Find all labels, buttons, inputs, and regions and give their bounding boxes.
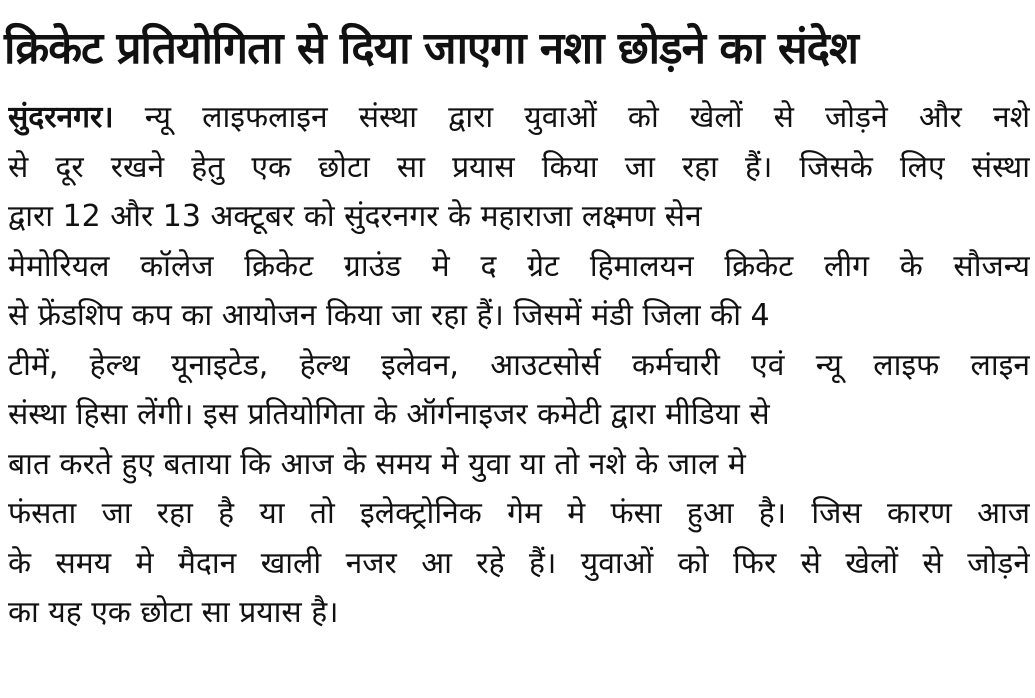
article-headline: क्रिकेट प्रतियोगिता से दिया जाएगा नशा छोड़ने का संदेश: [4, 23, 858, 74]
article-line-4: मेमोरियल कॉलेज क्रिकेट ग्राउंड मे द ग्रेट हिमालयन क्रिकेट लीग के सौजन्य: [8, 248, 1030, 284]
article-line-1-text: न्यू लाइफलाइन संस्था द्वारा युवाओं को खेलों से जोड़ने और नशे: [113, 100, 1030, 135]
article-line-6: टीमें, हेल्थ यूनाइटेड, हेल्थ इलेवन, आउटसोर्स कर्मचारी एवं न्यू लाइफ लाइन: [8, 347, 1030, 383]
article-line-1: [8, 93, 1030, 143]
article-line-10: के समय मे मैदान खाली नजर आ रहे हैं। युवाओं को फिर से खेलों से जोड़ने: [8, 545, 1030, 581]
article-line-5: से फ्रेंडशिप कप का आयोजन किया जा रहा हैं। जिसमें मंडी जिला की 4: [8, 298, 770, 333]
article-body: [8, 93, 1030, 638]
article-line-2: से दूर रखने हेतु एक छोटा सा प्रयास किया जा रहा हैं। जिसके लिए संस्था: [8, 149, 1030, 185]
article-line-8: बात करते हुए बताया कि आज के समय मे युवा या तो नशे के जाल मे: [8, 446, 746, 482]
article-dateline: सुंदरनगर।: [8, 100, 114, 135]
article-line-7: संस्था हिसा लेंगी। इस प्रतियोगिता के ऑर्गनाइजर कमेटी द्वारा मीडिया से: [8, 397, 770, 432]
article-line-11: का यह एक छोटा सा प्रयास है।: [8, 595, 339, 630]
article-line-9: फंसता जा रहा है या तो इलेक्ट्रोनिक गेम मे फंसा हुआ है। जिस कारण आज: [8, 496, 1030, 531]
article-line-3: द्वारा 12 और 13 अक्टूबर को सुंदरनगर के महाराजा लक्ष्मण सेन: [8, 199, 702, 234]
